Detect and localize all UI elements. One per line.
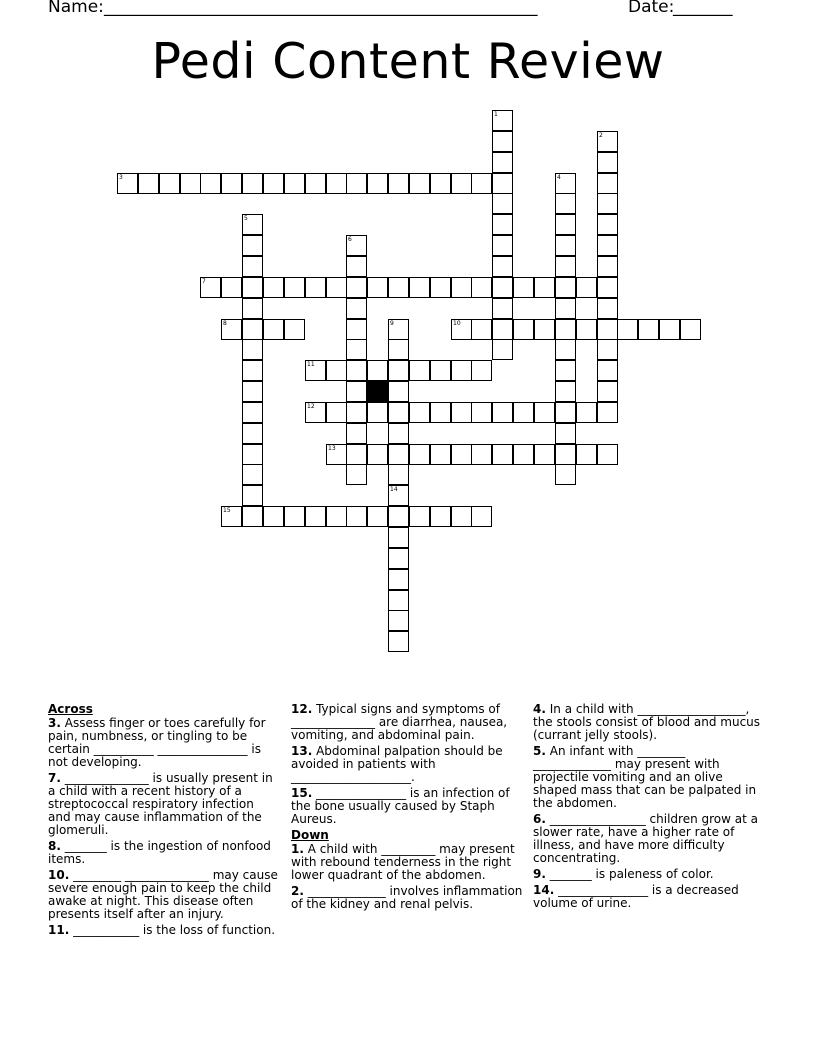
grid-cell[interactable] bbox=[597, 444, 618, 465]
grid-cell[interactable] bbox=[471, 360, 492, 381]
clue-number: 14. bbox=[533, 883, 555, 897]
grid-cell[interactable] bbox=[367, 506, 388, 527]
clue-number-label: 11 bbox=[307, 361, 315, 368]
clue-item bbox=[291, 745, 523, 784]
grid-cell[interactable] bbox=[242, 319, 263, 340]
grid-cell[interactable] bbox=[471, 506, 492, 527]
grid-cell[interactable] bbox=[430, 360, 451, 381]
grid-cell[interactable] bbox=[555, 235, 576, 256]
clue-text: ________ ______________ may cause severe enough pain to keep the child awake at night. This disease often presents itself after an injury. bbox=[48, 868, 278, 921]
grid-cell[interactable] bbox=[367, 277, 388, 298]
grid-cell[interactable] bbox=[451, 277, 472, 298]
grid-cell[interactable] bbox=[492, 277, 513, 298]
grid-cell[interactable] bbox=[346, 256, 367, 277]
name-field-line[interactable]: ___________________________________________________ bbox=[104, 0, 538, 17]
grid-cell[interactable] bbox=[388, 631, 409, 652]
grid-cell[interactable] bbox=[367, 444, 388, 465]
grid-cell[interactable] bbox=[117, 173, 138, 194]
clue-item bbox=[48, 717, 280, 769]
clue-text: _______ is paleness of color. bbox=[545, 867, 714, 881]
grid-cell[interactable] bbox=[200, 173, 221, 194]
grid-cell[interactable] bbox=[346, 277, 367, 298]
grid-cell[interactable] bbox=[409, 402, 430, 423]
grid-cell[interactable] bbox=[451, 360, 472, 381]
grid-cell[interactable] bbox=[451, 173, 472, 194]
grid-cell[interactable] bbox=[555, 298, 576, 319]
grid-cell[interactable] bbox=[305, 506, 326, 527]
grid-cell[interactable] bbox=[555, 193, 576, 214]
grid-cell[interactable] bbox=[597, 193, 618, 214]
grid-cell[interactable] bbox=[346, 381, 367, 402]
grid-cell[interactable] bbox=[576, 319, 597, 340]
grid-cell[interactable] bbox=[492, 339, 513, 360]
grid-cell[interactable] bbox=[555, 464, 576, 485]
clue-text: A child with _________ may present with rebound tenderness in the right lower quadrant of the abdomen. bbox=[291, 842, 515, 882]
clue-number: 11. bbox=[48, 923, 70, 937]
clue-text: ______________ is usually present in a child with a recent history of a streptococcal respiratory infection and may cause inflammation of the glomeruli. bbox=[48, 771, 273, 837]
grid-cell[interactable] bbox=[555, 339, 576, 360]
clues-column-1 bbox=[48, 703, 280, 940]
grid-cell[interactable] bbox=[430, 173, 451, 194]
clue-text: Typical signs and symptoms of ______________ are diarrhea, nausea, vomiting, and abdominal pain. bbox=[291, 702, 508, 742]
clue-text: _____________ involves inflammation of the kidney and renal pelvis. bbox=[291, 884, 523, 911]
clue-number-label: 4 bbox=[557, 174, 561, 181]
clue-text: _______ is the ingestion of nonfood items. bbox=[48, 839, 271, 866]
grid-cell[interactable] bbox=[680, 319, 701, 340]
grid-cell[interactable] bbox=[534, 402, 555, 423]
clue-number-label: 15 bbox=[223, 507, 231, 514]
grid-cell[interactable] bbox=[471, 277, 492, 298]
grid-cell[interactable] bbox=[305, 173, 326, 194]
grid-cell[interactable] bbox=[555, 423, 576, 444]
grid-cell[interactable] bbox=[451, 506, 472, 527]
grid-cell[interactable] bbox=[346, 360, 367, 381]
clue-number: 5. bbox=[533, 744, 546, 758]
grid-cell[interactable] bbox=[597, 360, 618, 381]
grid-cell[interactable] bbox=[346, 444, 367, 465]
clue-number-label: 6 bbox=[348, 236, 352, 243]
grid-cell[interactable] bbox=[305, 360, 326, 381]
header bbox=[48, 0, 748, 22]
grid-cell[interactable] bbox=[597, 256, 618, 277]
grid-cell[interactable] bbox=[471, 319, 492, 340]
grid-cell[interactable] bbox=[388, 464, 409, 485]
grid-cell[interactable] bbox=[409, 277, 430, 298]
grid-cell[interactable] bbox=[430, 444, 451, 465]
grid-cell[interactable] bbox=[597, 319, 618, 340]
grid-cell[interactable] bbox=[638, 319, 659, 340]
clue-number: 8. bbox=[48, 839, 61, 853]
clue-item bbox=[48, 924, 280, 937]
grid-cell[interactable] bbox=[597, 131, 618, 152]
grid-cell[interactable] bbox=[326, 444, 347, 465]
grid-cell[interactable] bbox=[388, 548, 409, 569]
grid-cell[interactable] bbox=[388, 590, 409, 611]
grid-cell[interactable] bbox=[597, 235, 618, 256]
clue-number-label: 2 bbox=[599, 132, 603, 139]
clue-item bbox=[533, 703, 765, 742]
grid-cell[interactable] bbox=[492, 131, 513, 152]
grid-cell[interactable] bbox=[242, 485, 263, 506]
grid-cell[interactable] bbox=[242, 173, 263, 194]
grid-cell[interactable] bbox=[513, 277, 534, 298]
grid-cell[interactable] bbox=[492, 402, 513, 423]
grid-cell[interactable] bbox=[492, 152, 513, 173]
clue-number-label: 1 bbox=[494, 111, 498, 118]
grid-cell[interactable] bbox=[326, 277, 347, 298]
grid-cell[interactable] bbox=[326, 173, 347, 194]
clue-number: 3. bbox=[48, 716, 61, 730]
grid-cell[interactable] bbox=[388, 381, 409, 402]
date-label: Date: bbox=[628, 0, 675, 17]
clue-number-label: 13 bbox=[328, 445, 336, 452]
clue-text: ________________ children grow at a slower rate, have a higher rate of illness, and have more difficulty concentrating. bbox=[533, 812, 758, 865]
grid-cell[interactable] bbox=[659, 319, 680, 340]
clue-number-label: 3 bbox=[119, 174, 123, 181]
clue-item bbox=[48, 869, 280, 921]
grid-cell[interactable] bbox=[326, 360, 347, 381]
grid-cell[interactable] bbox=[305, 277, 326, 298]
grid-cell[interactable] bbox=[367, 402, 388, 423]
clue-item bbox=[533, 884, 765, 910]
grid-cell[interactable] bbox=[492, 298, 513, 319]
grid-cell[interactable] bbox=[388, 506, 409, 527]
grid-cell[interactable] bbox=[388, 339, 409, 360]
grid-cell[interactable] bbox=[534, 319, 555, 340]
clue-number: 9. bbox=[533, 867, 546, 881]
grid-cell[interactable] bbox=[242, 464, 263, 485]
clue-number-label: 9 bbox=[390, 320, 394, 327]
grid-cell[interactable] bbox=[471, 402, 492, 423]
grid-cell[interactable] bbox=[597, 381, 618, 402]
clue-number: 6. bbox=[533, 812, 546, 826]
across-heading: Across bbox=[48, 702, 93, 716]
down-heading: Down bbox=[291, 828, 329, 842]
grid-cell[interactable] bbox=[409, 506, 430, 527]
clues-column-3 bbox=[533, 703, 765, 913]
grid-cell[interactable] bbox=[221, 173, 242, 194]
grid-cell[interactable] bbox=[492, 110, 513, 131]
clue-item bbox=[533, 745, 765, 810]
grid-cell[interactable] bbox=[388, 610, 409, 631]
grid-cell[interactable] bbox=[221, 319, 242, 340]
clue-text: ___________ is the loss of function. bbox=[69, 923, 276, 937]
clue-number-label: 12 bbox=[307, 403, 315, 410]
grid-cell[interactable] bbox=[242, 360, 263, 381]
grid-cell[interactable] bbox=[430, 506, 451, 527]
grid-cell[interactable] bbox=[221, 506, 242, 527]
grid-cell[interactable] bbox=[576, 277, 597, 298]
grid-cell[interactable] bbox=[367, 360, 388, 381]
clue-item bbox=[48, 772, 280, 837]
grid-cell[interactable] bbox=[617, 319, 638, 340]
grid-cell[interactable] bbox=[242, 298, 263, 319]
grid-cell[interactable] bbox=[242, 235, 263, 256]
grid-cell[interactable] bbox=[346, 423, 367, 444]
clue-text: Assess finger or toes carefully for pain, numbness, or tingling to be certain __________ _______________ is not developing. bbox=[48, 716, 266, 769]
clue-text: _______________ is a decreased volume of urine. bbox=[533, 883, 739, 910]
clue-number: 1. bbox=[291, 842, 304, 856]
grid-cell[interactable] bbox=[471, 173, 492, 194]
clue-number: 7. bbox=[48, 771, 61, 785]
grid-cell[interactable] bbox=[388, 423, 409, 444]
grid-cell[interactable] bbox=[555, 319, 576, 340]
down-clue-list bbox=[291, 843, 523, 911]
clue-number-label: 5 bbox=[244, 215, 248, 222]
clue-number: 10. bbox=[48, 868, 70, 882]
grid-cell[interactable] bbox=[430, 402, 451, 423]
grid-cell[interactable] bbox=[388, 402, 409, 423]
grid-cell[interactable] bbox=[138, 173, 159, 194]
grid-cell[interactable] bbox=[492, 214, 513, 235]
clue-number-label: 8 bbox=[223, 320, 227, 327]
grid-cell[interactable] bbox=[242, 277, 263, 298]
grid-cell[interactable] bbox=[492, 193, 513, 214]
grid-cell[interactable] bbox=[200, 277, 221, 298]
grid-cell[interactable] bbox=[534, 277, 555, 298]
clue-item bbox=[291, 885, 523, 911]
grid-cell[interactable] bbox=[263, 506, 284, 527]
grid-cell[interactable] bbox=[597, 339, 618, 360]
grid-cell[interactable] bbox=[513, 444, 534, 465]
grid-cell[interactable] bbox=[597, 277, 618, 298]
grid-cell[interactable] bbox=[346, 506, 367, 527]
down-clue-list-continued bbox=[533, 703, 765, 910]
grid-cell[interactable] bbox=[388, 319, 409, 340]
grid-cell[interactable] bbox=[367, 173, 388, 194]
grid-cell[interactable] bbox=[159, 173, 180, 194]
grid-cell[interactable] bbox=[492, 173, 513, 194]
clue-item bbox=[291, 843, 523, 882]
clues-column-2 bbox=[291, 703, 523, 914]
grid-cell[interactable] bbox=[409, 360, 430, 381]
clue-number: 2. bbox=[291, 884, 304, 898]
grid-cell[interactable] bbox=[388, 360, 409, 381]
clue-text: An infant with ________ _____________ may present with projectile vomiting and an olive shaped mass that can be palpated in the abdomen. bbox=[533, 744, 757, 810]
grid-cell[interactable] bbox=[242, 423, 263, 444]
grid-cell[interactable] bbox=[555, 214, 576, 235]
grid-cell[interactable] bbox=[346, 402, 367, 423]
grid-cell[interactable] bbox=[346, 339, 367, 360]
grid-cell[interactable] bbox=[388, 277, 409, 298]
grid-cell[interactable] bbox=[242, 402, 263, 423]
grid-cell[interactable] bbox=[492, 319, 513, 340]
grid-cell[interactable] bbox=[284, 506, 305, 527]
grid-cell[interactable] bbox=[555, 444, 576, 465]
grid-cell[interactable] bbox=[242, 214, 263, 235]
grid-cell[interactable] bbox=[388, 485, 409, 506]
grid-cell[interactable] bbox=[555, 277, 576, 298]
grid-cell[interactable] bbox=[346, 319, 367, 340]
grid-cell[interactable] bbox=[555, 402, 576, 423]
black-square bbox=[367, 381, 388, 402]
grid-cell[interactable] bbox=[284, 319, 305, 340]
grid-cell[interactable] bbox=[492, 444, 513, 465]
grid-cell[interactable] bbox=[534, 444, 555, 465]
grid-cell[interactable] bbox=[597, 298, 618, 319]
grid-cell[interactable] bbox=[597, 214, 618, 235]
grid-cell[interactable] bbox=[388, 569, 409, 590]
grid-cell[interactable] bbox=[388, 173, 409, 194]
clue-text: In a child with __________________, the stools consist of blood and mucus (currant jelly stools). bbox=[533, 702, 761, 742]
grid-cell[interactable] bbox=[346, 298, 367, 319]
grid-cell[interactable] bbox=[576, 402, 597, 423]
grid-cell[interactable] bbox=[284, 173, 305, 194]
grid-cell[interactable] bbox=[555, 173, 576, 194]
grid-cell[interactable] bbox=[263, 277, 284, 298]
grid-cell[interactable] bbox=[388, 527, 409, 548]
grid-cell[interactable] bbox=[513, 402, 534, 423]
grid-cell[interactable] bbox=[430, 277, 451, 298]
grid-cell[interactable] bbox=[346, 235, 367, 256]
grid-cell[interactable] bbox=[305, 402, 326, 423]
grid-cell[interactable] bbox=[346, 173, 367, 194]
grid-cell[interactable] bbox=[221, 277, 242, 298]
grid-cell[interactable] bbox=[409, 173, 430, 194]
grid-cell[interactable] bbox=[284, 277, 305, 298]
clue-text: Abdominal palpation should be avoided in patients with ____________________. bbox=[291, 744, 503, 784]
grid-cell[interactable] bbox=[326, 402, 347, 423]
grid-cell[interactable] bbox=[242, 381, 263, 402]
grid-cell[interactable] bbox=[555, 381, 576, 402]
clue-number: 12. bbox=[291, 702, 313, 716]
grid-cell[interactable] bbox=[555, 360, 576, 381]
grid-cell[interactable] bbox=[242, 256, 263, 277]
clue-item bbox=[48, 840, 280, 866]
clue-number-label: 10 bbox=[453, 320, 461, 327]
clue-number: 15. bbox=[291, 786, 313, 800]
grid-cell[interactable] bbox=[346, 464, 367, 485]
grid-cell[interactable] bbox=[451, 319, 472, 340]
grid-cell[interactable] bbox=[388, 444, 409, 465]
clue-number: 13. bbox=[291, 744, 313, 758]
grid-cell[interactable] bbox=[492, 235, 513, 256]
clue-number: 4. bbox=[533, 702, 546, 716]
grid-cell[interactable] bbox=[263, 319, 284, 340]
grid-cell[interactable] bbox=[326, 506, 347, 527]
grid-cell[interactable] bbox=[263, 173, 284, 194]
clue-text: _______________ is an infection of the bone usually caused by Staph Aureus. bbox=[291, 786, 510, 826]
page-title: Pedi Content Review bbox=[151, 33, 665, 90]
grid-cell[interactable] bbox=[597, 402, 618, 423]
grid-cell[interactable] bbox=[242, 506, 263, 527]
clue-number-label: 14 bbox=[390, 486, 398, 493]
across-clue-list bbox=[48, 717, 280, 937]
grid-cell[interactable] bbox=[555, 256, 576, 277]
grid-cell[interactable] bbox=[576, 444, 597, 465]
grid-cell[interactable] bbox=[513, 319, 534, 340]
date-field-line[interactable]: _______ bbox=[673, 0, 733, 17]
grid-cell[interactable] bbox=[597, 173, 618, 194]
grid-cell[interactable] bbox=[492, 256, 513, 277]
grid-cell[interactable] bbox=[597, 152, 618, 173]
grid-cell[interactable] bbox=[451, 444, 472, 465]
grid-cell[interactable] bbox=[471, 444, 492, 465]
grid-cell[interactable] bbox=[180, 173, 201, 194]
clue-number-label: 7 bbox=[202, 278, 206, 285]
clue-item bbox=[291, 787, 523, 826]
clue-item bbox=[291, 703, 523, 742]
grid-cell[interactable] bbox=[242, 339, 263, 360]
grid-cell[interactable] bbox=[242, 444, 263, 465]
clue-item bbox=[533, 813, 765, 865]
grid-cell[interactable] bbox=[451, 402, 472, 423]
clue-item bbox=[533, 868, 765, 881]
grid-cell[interactable] bbox=[409, 444, 430, 465]
name-label: Name: bbox=[48, 0, 104, 17]
across-clue-list-continued bbox=[291, 703, 523, 826]
